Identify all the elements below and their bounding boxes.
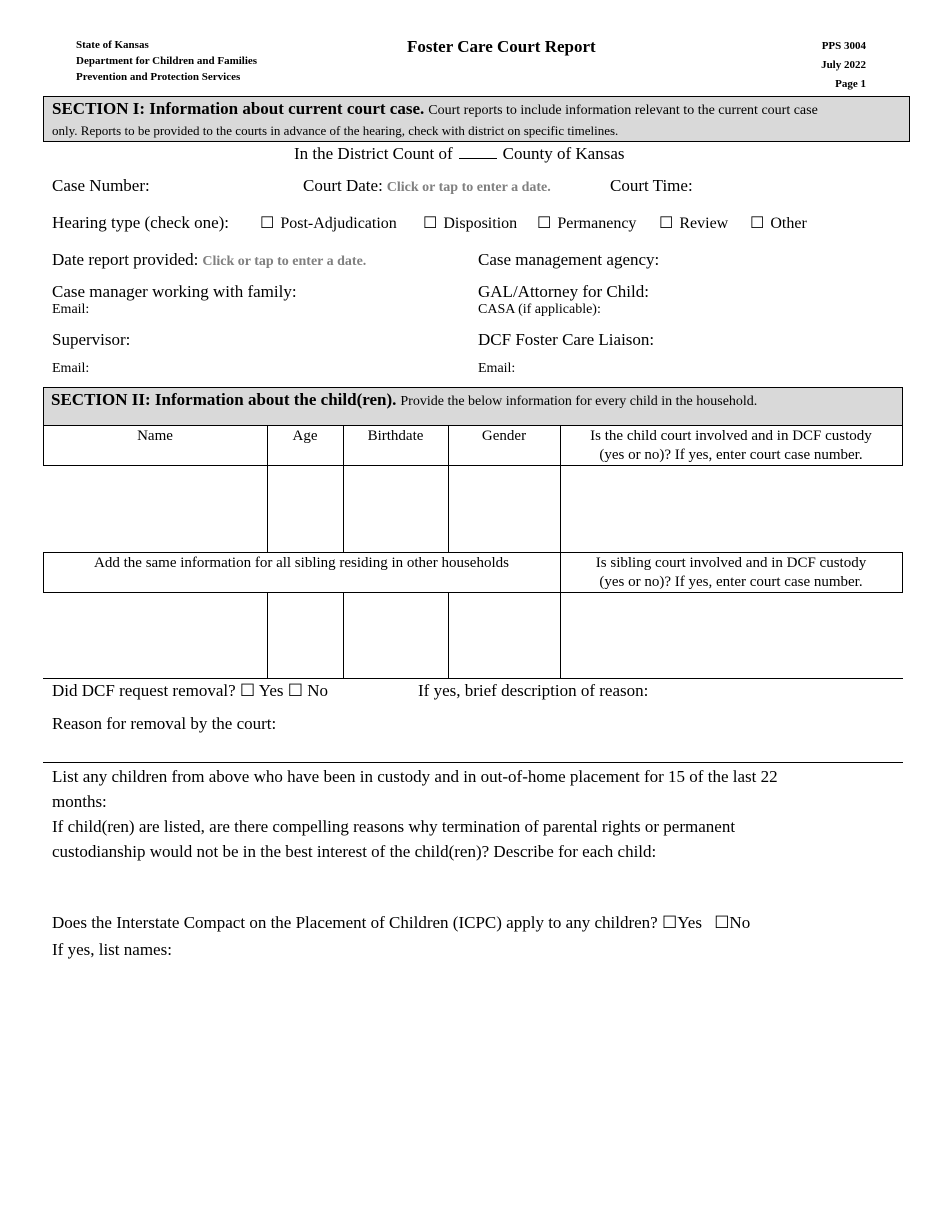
sibling-custody-header: Is sibling court involved and in DCF custody (yes or no)? If yes, enter court case number. bbox=[595, 555, 867, 590]
dcf-liaison-email-label: Email: bbox=[478, 361, 516, 376]
agency-division: Prevention and Protection Services bbox=[76, 71, 241, 83]
dcf-liaison-label: DCF Foster Care Liaison: bbox=[478, 330, 655, 349]
court-date-label: Court Date: bbox=[303, 176, 383, 195]
date-report-field[interactable]: Click or tap to enter a date. bbox=[202, 254, 367, 269]
case-mgmt-agency-label: Case management agency: bbox=[478, 250, 660, 269]
section2-note: Provide the below information for every child in the household. bbox=[400, 394, 758, 409]
case-manager-label: Case manager working with family: bbox=[52, 282, 297, 301]
custody-15-line2: months: bbox=[52, 792, 107, 811]
sibling-custody-field[interactable] bbox=[561, 593, 902, 678]
case-manager-email-label: Email: bbox=[52, 302, 90, 317]
checkbox-icon[interactable]: ☐ bbox=[659, 215, 674, 232]
form-title: Foster Care Court Report bbox=[407, 37, 596, 56]
sibling-gender-field[interactable] bbox=[449, 593, 560, 678]
supervisor-email-label: Email: bbox=[52, 361, 90, 376]
column-header-birthdate: Birthdate bbox=[367, 428, 424, 444]
child-name-field[interactable] bbox=[44, 466, 267, 552]
child-custody-field[interactable] bbox=[561, 466, 902, 552]
court-removal-reason-label: Reason for removal by the court: bbox=[52, 714, 277, 733]
removal-question: Did DCF request removal? bbox=[52, 681, 236, 700]
hearing-option-review[interactable]: ☐ Review bbox=[659, 215, 729, 232]
removal-question-row bbox=[52, 681, 328, 701]
removal-no-checkbox-icon[interactable]: ☐ bbox=[287, 681, 304, 700]
child-birthdate-field[interactable] bbox=[344, 466, 448, 552]
section2-header bbox=[43, 387, 903, 426]
removal-yes-label: Yes bbox=[258, 681, 284, 700]
agency-block bbox=[76, 37, 257, 85]
siblings-header: Add the same information for all sibling residing in other households bbox=[94, 555, 509, 571]
section1-header bbox=[43, 96, 910, 142]
checkbox-icon[interactable]: ☐ bbox=[423, 215, 438, 232]
court-date-field[interactable]: Click or tap to enter a date. bbox=[386, 180, 551, 195]
child-age-field[interactable] bbox=[268, 466, 343, 552]
icpc-names-label: If yes, list names: bbox=[52, 940, 172, 959]
removal-no-label: No bbox=[307, 681, 329, 700]
district-suffix: County of Kansas bbox=[502, 144, 625, 163]
icpc-question: Does the Interstate Compact on the Placement of Children (ICPC) apply to any children? bbox=[52, 913, 658, 932]
checkbox-icon[interactable]: ☐ bbox=[750, 215, 765, 232]
court-date-group bbox=[303, 176, 551, 196]
divider bbox=[43, 762, 903, 763]
district-county-field[interactable] bbox=[459, 144, 497, 159]
agency-department: Department for Children and Families bbox=[76, 55, 258, 67]
icpc-no-option[interactable]: ☐No bbox=[714, 913, 751, 932]
form-number: PPS 3004 bbox=[821, 40, 866, 52]
hearing-option-other[interactable]: ☐ Other bbox=[750, 215, 807, 232]
casa-label: CASA (if applicable): bbox=[478, 302, 601, 317]
icpc-row bbox=[52, 913, 750, 933]
form-date: July 2022 bbox=[821, 59, 866, 71]
supervisor-label: Supervisor: bbox=[52, 330, 131, 349]
hearing-option-post-adjudication[interactable]: ☐ Post-Adjudication bbox=[260, 215, 397, 232]
column-header-age: Age bbox=[292, 428, 318, 444]
custody-15-block bbox=[52, 764, 778, 864]
gal-label: GAL/Attorney for Child: bbox=[478, 282, 649, 301]
sibling-age-field[interactable] bbox=[268, 593, 343, 678]
district-line bbox=[294, 144, 624, 164]
custody-15-line1: List any children from above who have been in custody and in out-of-home placement for 15 of the last 22 bbox=[52, 767, 778, 786]
page-number: Page 1 bbox=[835, 78, 866, 90]
case-number-label: Case Number: bbox=[52, 176, 150, 195]
removal-yes-checkbox-icon[interactable]: ☐ bbox=[239, 681, 256, 700]
children-table bbox=[43, 425, 903, 679]
district-prefix: In the District Count of bbox=[294, 144, 453, 163]
column-header-name: Name bbox=[137, 428, 173, 444]
column-header-gender: Gender bbox=[481, 428, 527, 444]
hearing-option-disposition[interactable]: ☐ Disposition bbox=[423, 215, 518, 232]
column-header-custody: Is the child court involved and in DCF custody (yes or no)? If yes, enter court case number. bbox=[590, 428, 872, 463]
agency-state: State of Kansas bbox=[76, 39, 149, 51]
section1-heading: SECTION I: Information about current court case. bbox=[52, 99, 425, 118]
hearing-type-label: Hearing type (check one): bbox=[52, 213, 229, 232]
form-meta bbox=[780, 37, 866, 94]
court-time-label: Court Time: bbox=[610, 176, 693, 195]
date-report-label: Date report provided: bbox=[52, 250, 199, 269]
section1-note-line1: Court reports to include information relevant to the current court case bbox=[428, 103, 818, 118]
compelling-reasons-line2: custodianship would not be in the best interest of the child(ren)? Describe for each child: bbox=[52, 842, 657, 861]
child-gender-field[interactable] bbox=[449, 466, 560, 552]
checkbox-icon[interactable]: ☐ bbox=[537, 215, 552, 232]
sibling-birthdate-field[interactable] bbox=[344, 593, 448, 678]
compelling-reasons-line1: If child(ren) are listed, are there compelling reasons why termination of parental rights or permanent bbox=[52, 817, 736, 836]
hearing-option-permanency[interactable]: ☐ Permanency bbox=[537, 215, 637, 232]
checkbox-icon[interactable]: ☐ bbox=[260, 215, 275, 232]
section2-heading: SECTION II: Information about the child(ren). bbox=[51, 390, 397, 409]
date-report-group bbox=[52, 250, 366, 270]
icpc-yes-option[interactable]: ☐Yes bbox=[661, 913, 702, 932]
sibling-name-field[interactable] bbox=[44, 593, 267, 678]
removal-reason-description-label: If yes, brief description of reason: bbox=[418, 681, 649, 700]
section1-note-line2: only. Reports to be provided to the courts in advance of the hearing, check with district on specific timelines. bbox=[52, 123, 619, 138]
